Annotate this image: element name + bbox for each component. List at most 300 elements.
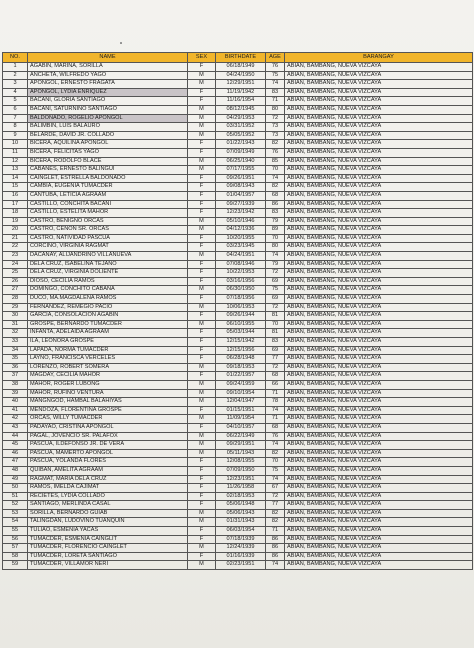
cell-sex: F — [188, 88, 216, 97]
cell-no: 44 — [3, 432, 28, 441]
cell-age: 74 — [266, 174, 285, 183]
table-row — [3, 191, 473, 200]
cell-sex: M — [188, 217, 216, 226]
cell-sex: M — [188, 509, 216, 518]
cell-sex: F — [188, 260, 216, 269]
cell-barangay: ABIAN, BAMBANG, NUEVA VIZCAYA — [285, 140, 473, 149]
cell-birthdate: 02/23/1951 — [216, 561, 266, 570]
cell-name: DELA CRUZ, VIRGINIA DOLIENTE — [28, 269, 188, 278]
cell-age: 86 — [266, 200, 285, 209]
cell-name: MAGDAY, CECILIA MAHOR — [28, 372, 188, 381]
table-row — [3, 209, 473, 218]
cell-sex: F — [188, 97, 216, 106]
table-row — [3, 535, 473, 544]
cell-age: 72 — [266, 114, 285, 123]
cell-birthdate: 12/23/1951 — [216, 475, 266, 484]
cell-age: 83 — [266, 209, 285, 218]
cell-age: 81 — [266, 329, 285, 338]
cell-age: 70 — [266, 166, 285, 175]
cell-no: 32 — [3, 329, 28, 338]
cell-sex: M — [188, 441, 216, 450]
header-age: AGE — [266, 53, 285, 63]
cell-no: 20 — [3, 226, 28, 235]
cell-name: CASTILLO, CONCHITA BACANI — [28, 200, 188, 209]
cell-name: LORENZO, ROBERT SOMERA — [28, 363, 188, 372]
cell-no: 47 — [3, 458, 28, 467]
cell-no: 51 — [3, 492, 28, 501]
cell-name: CABANES, ERNESTO BALINGUI — [28, 166, 188, 175]
table-row — [3, 355, 473, 364]
cell-sex: M — [188, 286, 216, 295]
cell-birthdate: 03/16/1956 — [216, 277, 266, 286]
cell-name: BACANI, SATURNINO SANTIAGO — [28, 105, 188, 114]
cell-name: TUMACDER, FLORENCIO CAINGLET — [28, 544, 188, 553]
cell-birthdate: 11/26/1958 — [216, 484, 266, 493]
cell-name: APONGOL, ERNESTO FRAGATA — [28, 80, 188, 89]
cell-age: 72 — [266, 492, 285, 501]
cell-age: 76 — [266, 63, 285, 72]
cell-birthdate: 12/29/1951 — [216, 80, 266, 89]
cell-age: 79 — [266, 217, 285, 226]
cell-no: 48 — [3, 466, 28, 475]
cell-age: 77 — [266, 355, 285, 364]
cell-no: 21 — [3, 234, 28, 243]
cell-no: 24 — [3, 260, 28, 269]
cell-birthdate: 07/17/1955 — [216, 166, 266, 175]
cell-barangay: ABIAN, BAMBANG, NUEVA VIZCAYA — [285, 88, 473, 97]
header-barangay: BARANGAY — [285, 53, 473, 63]
cell-no: 46 — [3, 449, 28, 458]
cell-sex: F — [188, 492, 216, 501]
cell-name: TUMACDER, VILLAMOR NERI — [28, 561, 188, 570]
cell-age: 74 — [266, 80, 285, 89]
cell-sex: M — [188, 105, 216, 114]
cell-birthdate: 12/04/1947 — [216, 398, 266, 407]
cell-no: 37 — [3, 372, 28, 381]
table-row — [3, 449, 473, 458]
table-row — [3, 320, 473, 329]
cell-birthdate: 04/24/1951 — [216, 252, 266, 261]
senior-citizen-list — [2, 52, 472, 570]
table-row — [3, 269, 473, 278]
cell-no: 26 — [3, 277, 28, 286]
cell-sex: M — [188, 389, 216, 398]
cell-no: 58 — [3, 552, 28, 561]
cell-birthdate: 12/24/1939 — [216, 544, 266, 553]
cell-no: 49 — [3, 475, 28, 484]
table-row — [3, 501, 473, 510]
cell-barangay: ABIAN, BAMBANG, NUEVA VIZCAYA — [285, 380, 473, 389]
cell-age: 72 — [266, 363, 285, 372]
cell-age: 67 — [266, 484, 285, 493]
cell-barangay: ABIAN, BAMBANG, NUEVA VIZCAYA — [285, 123, 473, 132]
cell-sex: M — [188, 80, 216, 89]
cell-no: 19 — [3, 217, 28, 226]
cell-name: BACANI, GLORIA SANTIAGO — [28, 97, 188, 106]
cell-barangay: ABIAN, BAMBANG, NUEVA VIZCAYA — [285, 518, 473, 527]
cell-name: MAHOR, RUFINO VENTURA — [28, 389, 188, 398]
cell-name: ORCAS, WILLY TUMACDER — [28, 415, 188, 424]
cell-no: 36 — [3, 363, 28, 372]
cell-birthdate: 02/18/1953 — [216, 492, 266, 501]
cell-no: 2 — [3, 71, 28, 80]
cell-name: PASCUA, ILDEFONSO JR. DE VERA — [28, 441, 188, 450]
table-row — [3, 63, 473, 72]
table-row — [3, 372, 473, 381]
table-row — [3, 509, 473, 518]
cell-no: 18 — [3, 209, 28, 218]
cell-name: PAGAL, JOVENCIO SR. PALAFOX — [28, 432, 188, 441]
header-sex: SEX — [188, 53, 216, 63]
cell-sex: F — [188, 466, 216, 475]
table-row — [3, 97, 473, 106]
cell-birthdate: 01/22/1943 — [216, 140, 266, 149]
cell-sex: F — [188, 183, 216, 192]
cell-no: 53 — [3, 509, 28, 518]
cell-birthdate: 09/29/1951 — [216, 441, 266, 450]
cell-name: BICERA, FELICITAS YAGO — [28, 148, 188, 157]
cell-sex: F — [188, 501, 216, 510]
cell-name: CASTRO, CENON SR. ORCAS — [28, 226, 188, 235]
cell-barangay: ABIAN, BAMBANG, NUEVA VIZCAYA — [285, 355, 473, 364]
cell-age: 72 — [266, 303, 285, 312]
table-row — [3, 552, 473, 561]
table-header-row — [3, 53, 473, 63]
cell-sex: F — [188, 527, 216, 536]
table-row — [3, 329, 473, 338]
cell-age: 82 — [266, 449, 285, 458]
cell-age: 71 — [266, 415, 285, 424]
cell-sex: F — [188, 148, 216, 157]
cell-birthdate: 12/15/1942 — [216, 338, 266, 347]
cell-barangay: ABIAN, BAMBANG, NUEVA VIZCAYA — [285, 329, 473, 338]
cell-barangay: ABIAN, BAMBANG, NUEVA VIZCAYA — [285, 303, 473, 312]
beneficiary-table — [2, 52, 473, 570]
cell-name: MENDOZA, FLORENTINA GROSPE — [28, 406, 188, 415]
cell-birthdate: 01/04/1957 — [216, 191, 266, 200]
cell-birthdate: 07/18/1956 — [216, 295, 266, 304]
cell-sex: M — [188, 123, 216, 132]
cell-sex: F — [188, 338, 216, 347]
cell-age: 71 — [266, 527, 285, 536]
cell-no: 45 — [3, 441, 28, 450]
table-row — [3, 398, 473, 407]
cell-no: 41 — [3, 406, 28, 415]
cell-sex: F — [188, 346, 216, 355]
table-row — [3, 466, 473, 475]
cell-age: 76 — [266, 432, 285, 441]
cell-age: 85 — [266, 157, 285, 166]
cell-name: ANCHETA, WILFREDO YAGO — [28, 71, 188, 80]
header-name: NAME — [28, 53, 188, 63]
cell-birthdate: 05/05/1952 — [216, 131, 266, 140]
cell-age: 70 — [266, 234, 285, 243]
cell-no: 33 — [3, 338, 28, 347]
cell-no: 3 — [3, 80, 28, 89]
cell-no: 35 — [3, 355, 28, 364]
cell-sex: M — [188, 303, 216, 312]
cell-name: CASTRO, NATIVIDAD PASCUA — [28, 234, 188, 243]
cell-barangay: ABIAN, BAMBANG, NUEVA VIZCAYA — [285, 389, 473, 398]
cell-birthdate: 05/06/1948 — [216, 501, 266, 510]
table-row — [3, 226, 473, 235]
table-row — [3, 458, 473, 467]
cell-no: 15 — [3, 183, 28, 192]
table-row — [3, 380, 473, 389]
table-row — [3, 432, 473, 441]
table-row — [3, 544, 473, 553]
cell-birthdate: 05/10/1946 — [216, 217, 266, 226]
table-row — [3, 105, 473, 114]
cell-birthdate: 10/06/1953 — [216, 303, 266, 312]
cell-name: DOMINGO, CONCHITO CABANA — [28, 286, 188, 295]
cell-no: 55 — [3, 527, 28, 536]
cell-barangay: ABIAN, BAMBANG, NUEVA VIZCAYA — [285, 441, 473, 450]
cell-name: PASCUA, YOLANDA FLORES — [28, 458, 188, 467]
cell-no: 16 — [3, 191, 28, 200]
header-birthdate: BIRTHDATE — [216, 53, 266, 63]
cell-barangay: ABIAN, BAMBANG, NUEVA VIZCAYA — [285, 114, 473, 123]
cell-age: 74 — [266, 561, 285, 570]
table-row — [3, 166, 473, 175]
cell-birthdate: 01/31/1943 — [216, 518, 266, 527]
cell-name: BELARDE, DAVID JR. COLLADO — [28, 131, 188, 140]
cell-barangay: ABIAN, BAMBANG, NUEVA VIZCAYA — [285, 295, 473, 304]
cell-birthdate: 04/29/1953 — [216, 114, 266, 123]
cell-age: 79 — [266, 260, 285, 269]
cell-name: SORILLA, BERNARDO GUIAB — [28, 509, 188, 518]
cell-no: 8 — [3, 123, 28, 132]
cell-sex: F — [188, 243, 216, 252]
cell-sex: M — [188, 226, 216, 235]
cell-sex: M — [188, 131, 216, 140]
table-row — [3, 200, 473, 209]
table-row — [3, 389, 473, 398]
cell-birthdate: 04/24/1950 — [216, 71, 266, 80]
cell-birthdate: 03/23/1945 — [216, 243, 266, 252]
table-row — [3, 475, 473, 484]
table-row — [3, 441, 473, 450]
cell-birthdate: 01/16/1939 — [216, 552, 266, 561]
cell-name: CAINGLET, ESTRELLA BALDONADO — [28, 174, 188, 183]
cell-barangay: ABIAN, BAMBANG, NUEVA VIZCAYA — [285, 217, 473, 226]
cell-name: TUMACDER, LORETA SANTIAGO — [28, 552, 188, 561]
cell-barangay: ABIAN, BAMBANG, NUEVA VIZCAYA — [285, 166, 473, 175]
table-row — [3, 174, 473, 183]
cell-sex: F — [188, 234, 216, 243]
cell-age: 74 — [266, 441, 285, 450]
table-row — [3, 252, 473, 261]
cell-age: 82 — [266, 518, 285, 527]
cell-no: 23 — [3, 252, 28, 261]
cell-sex: F — [188, 458, 216, 467]
cell-sex: F — [188, 406, 216, 415]
cell-sex: F — [188, 269, 216, 278]
cell-barangay: ABIAN, BAMBANG, NUEVA VIZCAYA — [285, 484, 473, 493]
table-row — [3, 286, 473, 295]
table-row — [3, 157, 473, 166]
table-row — [3, 260, 473, 269]
cell-birthdate: 11/19/1942 — [216, 88, 266, 97]
cell-name: ILA, LEONORA GROSPE — [28, 338, 188, 347]
cell-no: 52 — [3, 501, 28, 510]
cell-no: 27 — [3, 286, 28, 295]
cell-barangay: ABIAN, BAMBANG, NUEVA VIZCAYA — [285, 320, 473, 329]
cell-name: RAGMAT, MARIA DELA CRUZ — [28, 475, 188, 484]
cell-barangay: ABIAN, BAMBANG, NUEVA VIZCAYA — [285, 226, 473, 235]
header-no: NO. — [3, 53, 28, 63]
cell-sex: M — [188, 415, 216, 424]
cell-age: 73 — [266, 123, 285, 132]
cell-age: 74 — [266, 406, 285, 415]
cell-name: DUCO, MA.MAGDALENA RAMOS — [28, 295, 188, 304]
cell-barangay: ABIAN, BAMBANG, NUEVA VIZCAYA — [285, 209, 473, 218]
cell-sex: F — [188, 295, 216, 304]
cell-barangay: ABIAN, BAMBANG, NUEVA VIZCAYA — [285, 561, 473, 570]
cell-birthdate: 05/03/1944 — [216, 329, 266, 338]
cell-age: 69 — [266, 277, 285, 286]
cell-sex: F — [188, 200, 216, 209]
cell-name: MAHOR, ROGER LUBONG — [28, 380, 188, 389]
cell-barangay: ABIAN, BAMBANG, NUEVA VIZCAYA — [285, 398, 473, 407]
cell-name: LAPADA, NORMA TUMACDER — [28, 346, 188, 355]
cell-sex: F — [188, 63, 216, 72]
cell-barangay: ABIAN, BAMBANG, NUEVA VIZCAYA — [285, 346, 473, 355]
cell-barangay: ABIAN, BAMBANG, NUEVA VIZCAYA — [285, 552, 473, 561]
cell-barangay: ABIAN, BAMBANG, NUEVA VIZCAYA — [285, 71, 473, 80]
cell-age: 70 — [266, 320, 285, 329]
cell-birthdate: 09/27/1939 — [216, 200, 266, 209]
cell-birthdate: 06/30/1950 — [216, 286, 266, 295]
table-row — [3, 484, 473, 493]
table-row — [3, 561, 473, 570]
cell-barangay: ABIAN, BAMBANG, NUEVA VIZCAYA — [285, 527, 473, 536]
cell-barangay: ABIAN, BAMBANG, NUEVA VIZCAYA — [285, 200, 473, 209]
cell-age: 66 — [266, 380, 285, 389]
cell-birthdate: 09/24/1959 — [216, 380, 266, 389]
table-body — [3, 63, 473, 570]
cell-sex: M — [188, 449, 216, 458]
cell-no: 22 — [3, 243, 28, 252]
cell-sex: F — [188, 277, 216, 286]
cell-sex: F — [188, 312, 216, 321]
cell-sex: M — [188, 114, 216, 123]
cell-age: 71 — [266, 389, 285, 398]
cell-name: CORCINO, VIRGINIA RAGMAT — [28, 243, 188, 252]
cell-birthdate: 10/20/1955 — [216, 234, 266, 243]
cell-sex: F — [188, 209, 216, 218]
cell-no: 59 — [3, 561, 28, 570]
cell-barangay: ABIAN, BAMBANG, NUEVA VIZCAYA — [285, 260, 473, 269]
cell-age: 83 — [266, 338, 285, 347]
cell-sex: M — [188, 71, 216, 80]
cell-barangay: ABIAN, BAMBANG, NUEVA VIZCAYA — [285, 269, 473, 278]
table-row — [3, 217, 473, 226]
cell-sex: F — [188, 423, 216, 432]
paper-speck — [120, 42, 122, 44]
table-row — [3, 415, 473, 424]
cell-no: 28 — [3, 295, 28, 304]
cell-barangay: ABIAN, BAMBANG, NUEVA VIZCAYA — [285, 509, 473, 518]
cell-name: DACANAY, ALIJANDRINO VILLANUEVA — [28, 252, 188, 261]
cell-birthdate: 05/11/1943 — [216, 449, 266, 458]
cell-no: 7 — [3, 114, 28, 123]
cell-sex: F — [188, 140, 216, 149]
cell-barangay: ABIAN, BAMBANG, NUEVA VIZCAYA — [285, 312, 473, 321]
cell-age: 81 — [266, 312, 285, 321]
cell-barangay: ABIAN, BAMBANG, NUEVA VIZCAYA — [285, 372, 473, 381]
cell-name: BICERA, AQUILINA APONGOL — [28, 140, 188, 149]
cell-birthdate: 01/15/1951 — [216, 406, 266, 415]
cell-no: 57 — [3, 544, 28, 553]
cell-sex: F — [188, 372, 216, 381]
cell-birthdate: 06/18/1949 — [216, 63, 266, 72]
table-row — [3, 71, 473, 80]
table-row — [3, 243, 473, 252]
cell-birthdate: 10/22/1953 — [216, 269, 266, 278]
cell-sex: F — [188, 535, 216, 544]
cell-name: MANGNGOD, HAMBAL BALAHIYAS — [28, 398, 188, 407]
cell-no: 17 — [3, 200, 28, 209]
cell-no: 39 — [3, 389, 28, 398]
cell-barangay: ABIAN, BAMBANG, NUEVA VIZCAYA — [285, 432, 473, 441]
cell-barangay: ABIAN, BAMBANG, NUEVA VIZCAYA — [285, 252, 473, 261]
cell-age: 68 — [266, 423, 285, 432]
cell-name: CAMBIA, EUGENIA TUMACDER — [28, 183, 188, 192]
cell-birthdate: 03/31/1952 — [216, 123, 266, 132]
cell-age: 75 — [266, 286, 285, 295]
cell-sex: M — [188, 320, 216, 329]
cell-birthdate: 07/09/1949 — [216, 148, 266, 157]
cell-age: 75 — [266, 71, 285, 80]
cell-name: DIOSO, CECILIA RAMOS — [28, 277, 188, 286]
cell-age: 71 — [266, 97, 285, 106]
table-row — [3, 234, 473, 243]
cell-age: 80 — [266, 105, 285, 114]
cell-sex: M — [188, 363, 216, 372]
cell-name: BALIMBIN, LUIS BALAURO — [28, 123, 188, 132]
cell-age: 70 — [266, 458, 285, 467]
cell-no: 50 — [3, 484, 28, 493]
cell-sex: F — [188, 355, 216, 364]
cell-barangay: ABIAN, BAMBANG, NUEVA VIZCAYA — [285, 157, 473, 166]
cell-barangay: ABIAN, BAMBANG, NUEVA VIZCAYA — [285, 97, 473, 106]
cell-barangay: ABIAN, BAMBANG, NUEVA VIZCAYA — [285, 423, 473, 432]
cell-sex: F — [188, 191, 216, 200]
cell-no: 29 — [3, 303, 28, 312]
cell-barangay: ABIAN, BAMBANG, NUEVA VIZCAYA — [285, 148, 473, 157]
cell-age: 86 — [266, 544, 285, 553]
table-row — [3, 527, 473, 536]
cell-sex: F — [188, 484, 216, 493]
table-row — [3, 423, 473, 432]
cell-name: AGABIN, MARINA, SORILLA — [28, 63, 188, 72]
cell-name: PADAYAO, CRISTINA APONGOL — [28, 423, 188, 432]
cell-barangay: ABIAN, BAMBANG, NUEVA VIZCAYA — [285, 277, 473, 286]
cell-birthdate: 12/15/1956 — [216, 346, 266, 355]
cell-name: BALDONADO, ROGELIO APONGOL — [28, 114, 188, 123]
cell-sex: M — [188, 398, 216, 407]
cell-birthdate: 06/10/1955 — [216, 320, 266, 329]
cell-sex: F — [188, 329, 216, 338]
cell-barangay: ABIAN, BAMBANG, NUEVA VIZCAYA — [285, 174, 473, 183]
cell-barangay: ABIAN, BAMBANG, NUEVA VIZCAYA — [285, 406, 473, 415]
cell-birthdate: 12/23/1942 — [216, 209, 266, 218]
cell-age: 86 — [266, 535, 285, 544]
cell-name: TUMACDER, ESMENIA CAINGLIT — [28, 535, 188, 544]
cell-no: 25 — [3, 269, 28, 278]
table-row — [3, 338, 473, 347]
